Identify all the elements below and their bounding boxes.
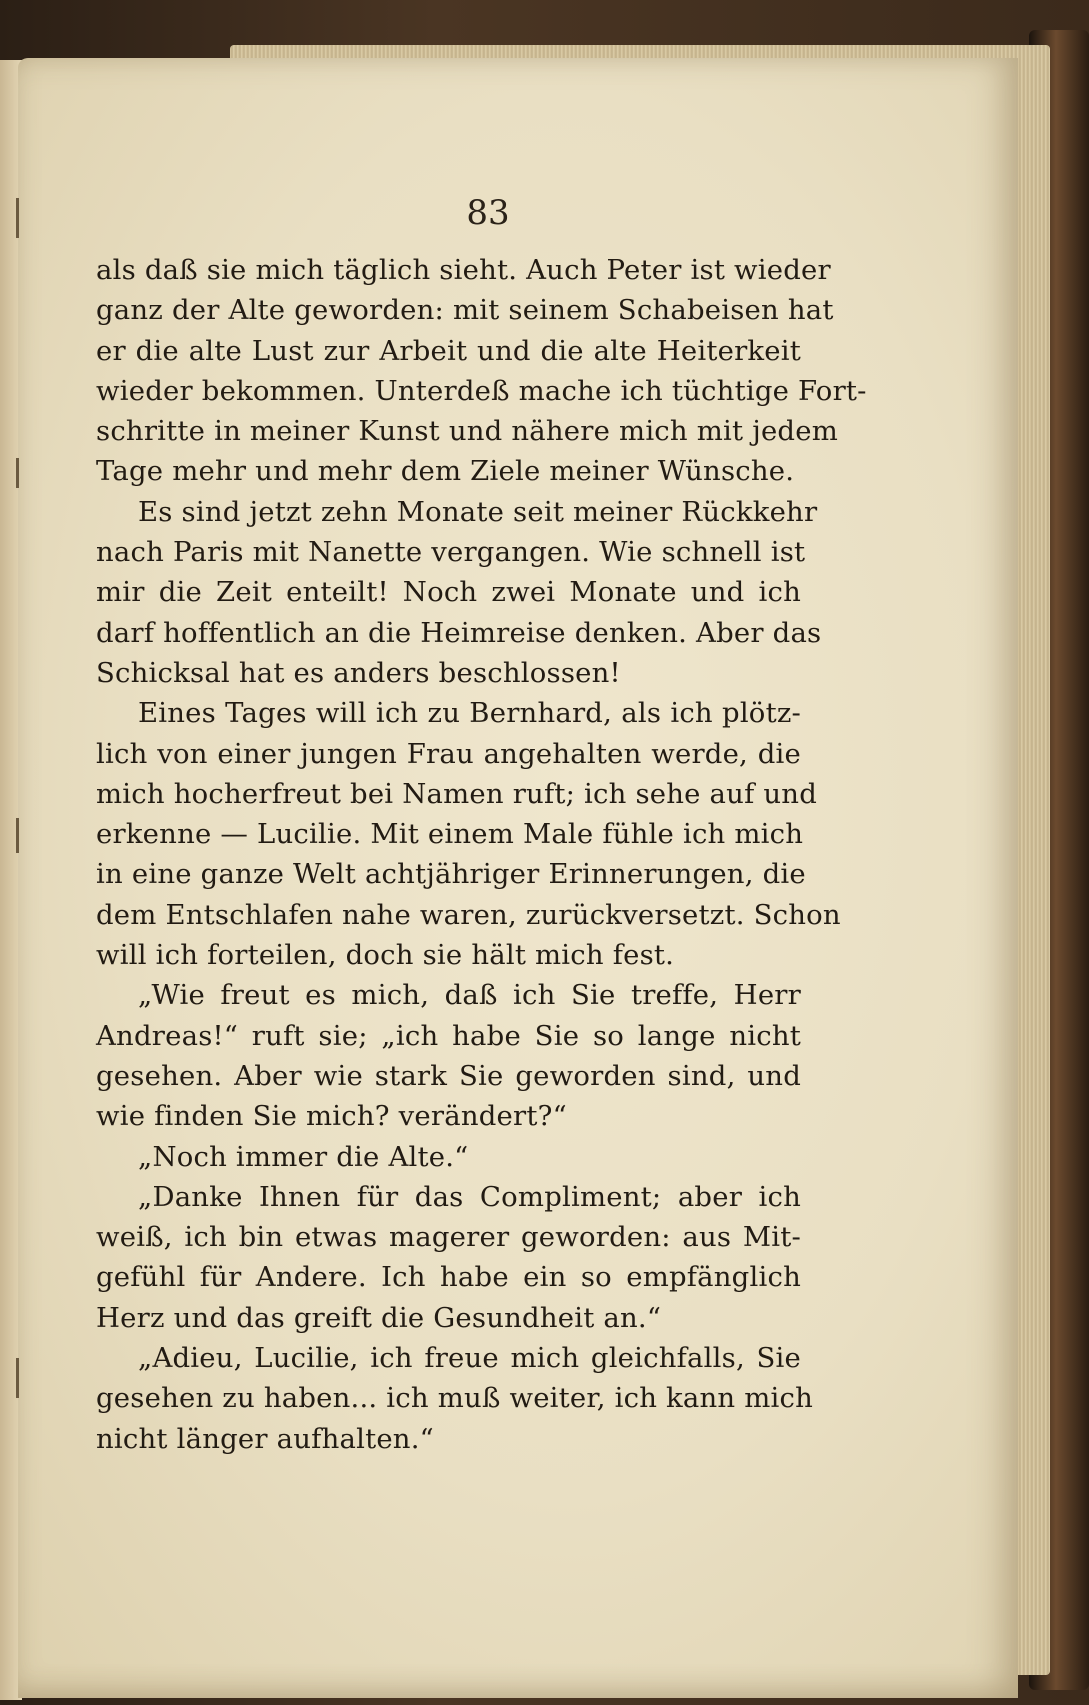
text-line: „Adieu, Lucilie, ich freue mich gleichfalls, Sie: [138, 1342, 801, 1375]
body-text: [96, 250, 867, 1459]
text-line: wie finden Sie mich? verändert?“: [96, 1100, 567, 1133]
text-line: will ich forteilen, doch sie hält mich fest.: [96, 939, 675, 972]
text-line: Herz und das greift die Gesundheit an.“: [96, 1301, 662, 1334]
text-line: „Noch immer die Alte.“: [138, 1140, 469, 1173]
text-line: Andreas!“ ruft sie; „ich habe Sie so lange nicht: [96, 1019, 801, 1052]
text-line: lich von einer jungen Frau angehalten werde, die: [96, 737, 801, 770]
text-line: in eine ganze Welt achtjähriger Erinnerungen, die: [96, 858, 806, 891]
text-line: weiß, ich bin etwas magerer geworden: aus Mit-: [96, 1221, 801, 1254]
text-line: Eines Tages will ich zu Bernhard, als ich plötz-: [138, 697, 801, 730]
margin-mark: [16, 1358, 19, 1398]
margin-mark: [16, 818, 19, 853]
text-line: ganz der Alte geworden: mit seinem Schabeisen hat: [96, 294, 834, 327]
text-line: wieder bekommen. Unterdeß mache ich tüchtige Fort-: [96, 374, 867, 407]
page-number: 83: [466, 193, 510, 233]
text-line: gesehen zu haben... ich muß weiter, ich kann mich: [96, 1382, 814, 1415]
text-line: Tage mehr und mehr dem Ziele meiner Wünsche.: [96, 455, 795, 488]
text-line: erkenne — Lucilie. Mit einem Male fühle ich mich: [96, 818, 804, 851]
text-line: nach Paris mit Nanette vergangen. Wie schnell ist: [96, 536, 806, 569]
text-line: „Danke Ihnen für das Compliment; aber ich: [138, 1180, 801, 1213]
text-line: Schicksal hat es anders beschlossen!: [96, 656, 621, 689]
book-page: [18, 58, 1018, 1698]
text-line: mir die Zeit enteilt! Noch zwei Monate und ich: [96, 576, 801, 609]
text-line: gesehen. Aber wie stark Sie geworden sind, und: [96, 1059, 801, 1092]
text-line: er die alte Lust zur Arbeit und die alte Heiterkeit: [96, 334, 801, 367]
text-line: nicht länger aufhalten.“: [96, 1422, 434, 1455]
text-line: gefühl für Andere. Ich habe ein so empfänglich: [96, 1261, 801, 1294]
text-line: mich hocherfreut bei Namen ruft; ich sehe auf und: [96, 777, 818, 810]
margin-mark: [16, 458, 19, 488]
text-line: Es sind jetzt zehn Monate seit meiner Rückkehr: [138, 495, 818, 528]
text-line: als daß sie mich täglich sieht. Auch Peter ist wieder: [96, 254, 831, 286]
text-line: darf hoffentlich an die Heimreise denken. Aber das: [96, 616, 822, 649]
text-line: schritte in meiner Kunst und nähere mich mit jedem: [96, 415, 838, 448]
margin-mark: [16, 198, 19, 238]
text-line: dem Entschlafen nahe waren, zurückversetzt. Schon: [96, 898, 841, 931]
text-line: „Wie freut es mich, daß ich Sie treffe, Herr: [138, 979, 801, 1012]
